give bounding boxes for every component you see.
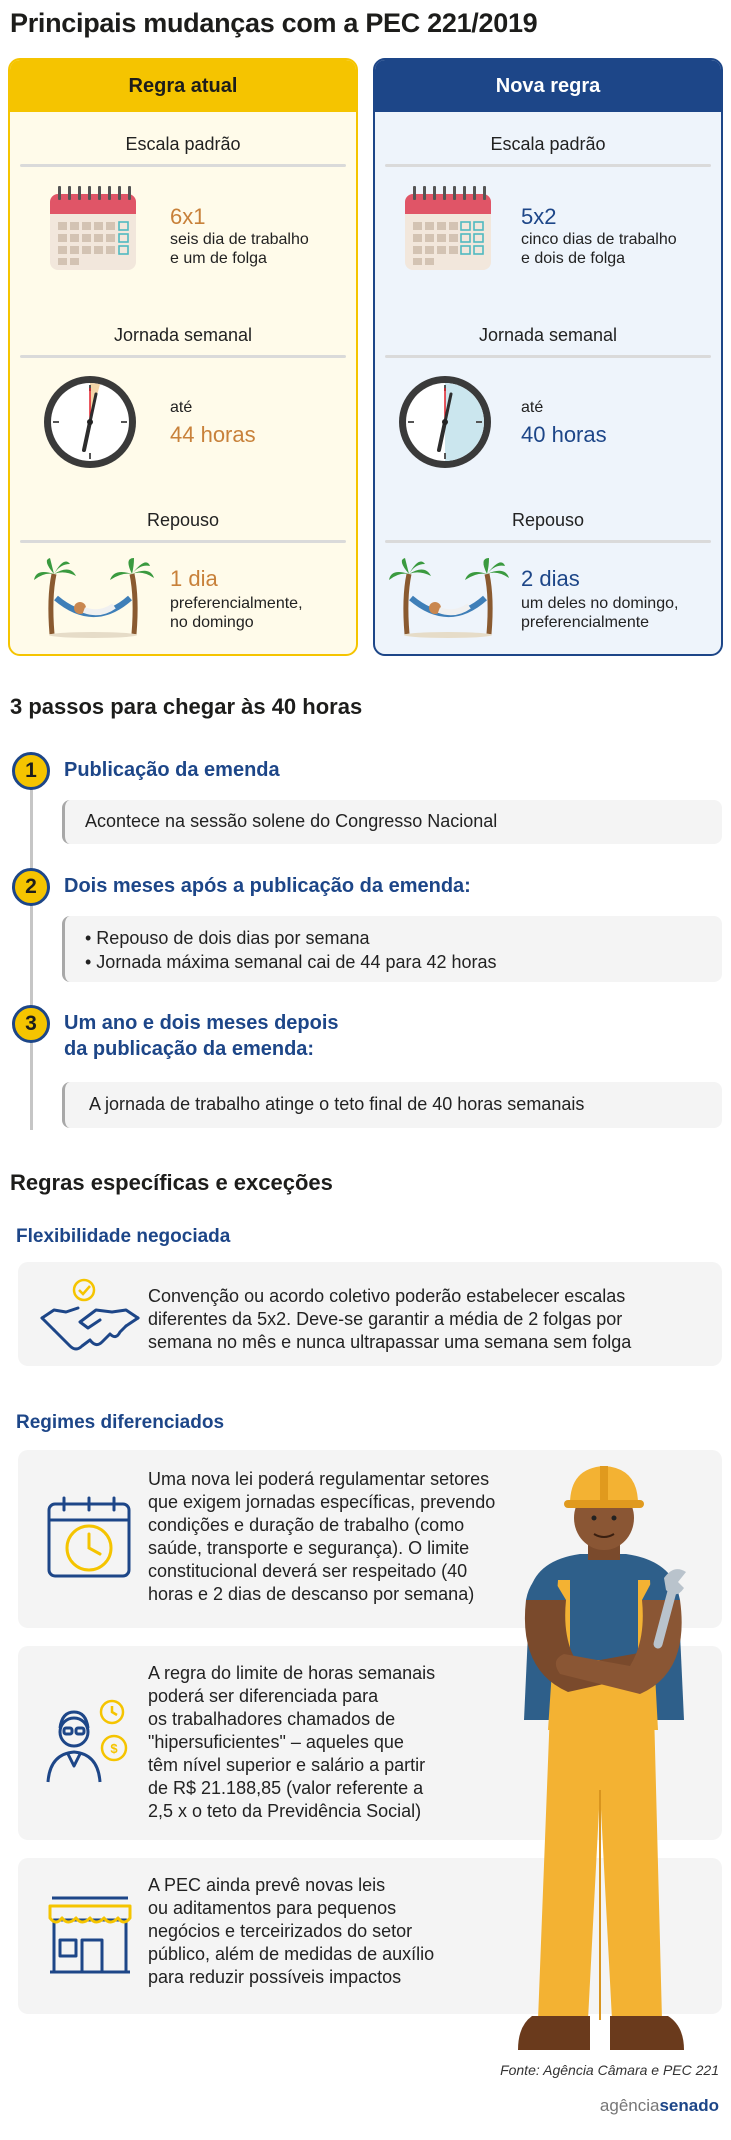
card3-line-3: negócios e terceirizados do setor	[148, 1921, 413, 1941]
step-2-box	[62, 916, 722, 982]
current-rest-desc-2: no domingo	[170, 614, 254, 631]
step-2-line-2: • Jornada máxima semanal cai de 44 para 42 horas	[85, 952, 497, 972]
new-rest-desc-1: um deles no domingo,	[521, 595, 679, 612]
step-3-line-1: A jornada de trabalho atinge o teto final de 40 horas semanais	[89, 1094, 585, 1114]
step-1-number: 1	[12, 752, 50, 790]
page-title: Principais mudanças com a PEC 221/2019	[10, 8, 538, 38]
current-weekly-value: 44 horas	[170, 422, 256, 447]
step-2-label: Dois meses após a publicação da emenda:	[64, 875, 471, 897]
new-weekly-value: 40 horas	[521, 422, 607, 447]
calendar-clock-icon	[46, 1494, 132, 1580]
current-weekly-title: Jornada semanal	[113, 325, 253, 345]
divider	[20, 164, 346, 167]
flex-line-2: diferentes da 5x2. Deve-se garantir a média de 2 folgas por	[148, 1309, 623, 1329]
current-rule-header: Regra atual	[10, 60, 356, 112]
divider	[385, 164, 711, 167]
rules-title: Regras específicas e exceções	[10, 1170, 333, 1195]
divider	[385, 540, 711, 543]
step-1-box	[62, 800, 722, 844]
store-icon	[48, 1894, 132, 1974]
card3-line-5: para reduzir possíveis impactos	[148, 1967, 402, 1987]
current-rest-value: 1 dia	[170, 566, 218, 591]
new-rest-desc-2: preferencialmente	[521, 614, 650, 631]
card2-line-3: os trabalhadores chamados de	[148, 1709, 396, 1729]
hammock-icon	[389, 558, 509, 638]
card2-line-2: poderá ser diferenciada para	[148, 1686, 379, 1706]
step-1-line-1: Acontece na sessão solene do Congresso Nacional	[85, 811, 498, 831]
clock-icon	[42, 374, 138, 470]
new-schedule-desc-1: cinco dias de trabalho	[521, 231, 677, 248]
card1-line-6: horas e 2 dias de descanso por semana)	[148, 1584, 475, 1604]
step-1-label: Publicação da emenda	[64, 759, 280, 781]
steps-timeline	[30, 770, 33, 1130]
current-schedule-desc-1: seis dia de trabalho	[170, 231, 309, 248]
card1-line-3: condições e duração de trabalho (como	[148, 1515, 465, 1535]
steps-title: 3 passos para chegar às 40 horas	[10, 694, 363, 719]
current-weekly-prefix: até	[170, 399, 193, 416]
regimes-heading: Regimes diferenciados	[16, 1412, 225, 1433]
current-schedule-value: 6x1	[170, 204, 206, 229]
card1-line-4: saúde, transporte e segurança). O limite	[148, 1538, 470, 1558]
new-weekly-prefix: até	[521, 399, 544, 416]
new-rule-panel	[373, 58, 723, 656]
current-rest-title: Repouso	[146, 510, 220, 530]
current-schedule-desc-2: e um de folga	[170, 250, 267, 267]
step-2-line-1: • Repouso de dois dias por semana	[85, 928, 370, 948]
clock-icon	[397, 374, 493, 470]
step-3-label-2: da publicação da emenda:	[64, 1038, 315, 1060]
card1-line-1: Uma nova lei poderá regulamentar setores	[148, 1469, 490, 1489]
current-rule-panel	[8, 58, 358, 656]
handshake-icon	[40, 1278, 140, 1358]
card2-line-6: de R$ 21.188,85 (valor referente a	[148, 1778, 424, 1798]
card2-line-5: têm nível superior e salário a partir	[148, 1755, 426, 1775]
flex-heading: Flexibilidade negociada	[16, 1226, 231, 1247]
new-rest-title: Repouso	[511, 510, 585, 530]
executive-icon	[44, 1698, 134, 1784]
svg-text:$: $	[110, 1741, 118, 1756]
new-schedule-desc-2: e dois de folga	[521, 250, 626, 267]
card1-line-2: que exigem jornadas específicas, prevendo	[148, 1492, 496, 1512]
divider	[385, 355, 711, 358]
current-rest-desc-1: preferencialmente,	[170, 595, 303, 612]
source-note: Fonte: Agência Câmara e PEC 221	[500, 2062, 719, 2078]
divider	[20, 355, 346, 358]
flex-line-1: Convenção ou acordo coletivo poderão estabelecer escalas	[148, 1286, 626, 1306]
card3-line-1: A PEC ainda prevê novas leis	[148, 1875, 386, 1895]
calendar-icon	[403, 184, 493, 272]
card3-line-4: público, além de medidas de auxílio	[148, 1944, 435, 1964]
new-schedule-title: Escala padrão	[490, 134, 606, 154]
card1-line-5: constitucional deverá ser respeitado (40	[148, 1561, 468, 1581]
regimes-card-3-text	[148, 1874, 434, 1989]
regimes-card-2-text	[148, 1662, 435, 1823]
step-3-label-1: Um ano e dois meses depois	[64, 1012, 339, 1034]
step-3-number: 3	[12, 1005, 50, 1043]
worker-illustration	[508, 1460, 698, 2060]
new-rest-value: 2 dias	[521, 566, 580, 591]
card2-line-7: 2,5 x o teto da Previdência Social)	[148, 1801, 422, 1821]
agencia-senado-logo: agênciasenado	[599, 2096, 719, 2115]
card2-line-1: A regra do limite de horas semanais	[148, 1663, 436, 1683]
flex-line-3: semana no mês e nunca ultrapassar uma semana sem folga	[148, 1332, 632, 1352]
new-schedule-value: 5x2	[521, 204, 557, 229]
hammock-icon	[34, 558, 154, 638]
divider	[20, 540, 346, 543]
calendar-icon	[48, 184, 138, 272]
new-rule-header: Nova regra	[375, 60, 721, 112]
step-2-number: 2	[12, 868, 50, 906]
card3-line-2: ou aditamentos para pequenos	[148, 1898, 397, 1918]
card2-line-4: "hipersuficientes" – aqueles que	[148, 1732, 404, 1752]
current-schedule-title: Escala padrão	[125, 134, 241, 154]
regimes-card-1-text	[148, 1468, 495, 1606]
new-weekly-title: Jornada semanal	[478, 325, 618, 345]
flex-text	[148, 1285, 631, 1354]
step-3-box	[62, 1082, 722, 1128]
